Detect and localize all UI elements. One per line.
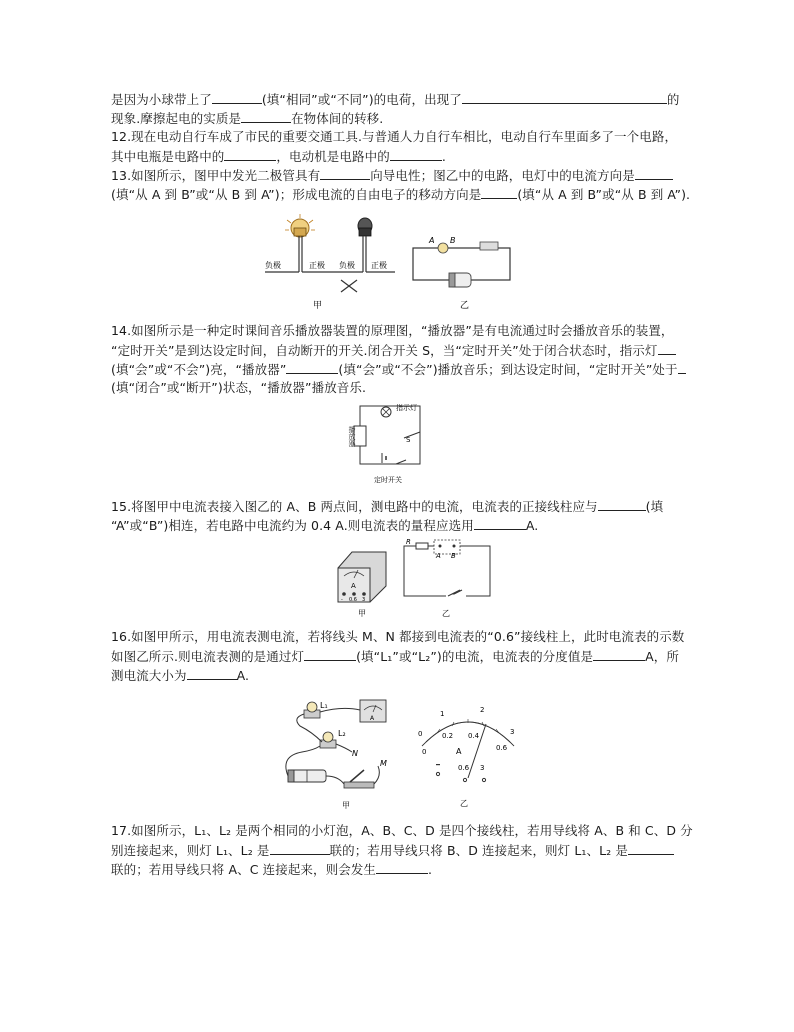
q17-line1: 17.如图所示，L₁、L₂ 是两个相同的小灯泡，A、B、C、D 是四个接线柱，若用导线将 A、B 和 C、D 分 [111,823,693,838]
answer-blank[interactable] [376,860,428,874]
meter-unit: A [370,715,375,722]
neg-label: 负极 [265,261,281,270]
terminal-label: 0.6 [458,764,470,772]
dial-label: 0 [418,730,423,738]
answer-blank[interactable] [320,166,370,180]
answer-blank[interactable] [241,109,291,123]
dial-label: 0 [422,748,427,756]
answer-blank[interactable] [286,360,338,374]
answer-blank[interactable] [212,90,262,104]
answer-blank[interactable] [635,166,673,180]
q14-line4: (填“闭合”或“断开”)状态，“播放器”播放音乐. [111,380,367,395]
point-b-label: B [451,552,456,560]
n-label: N [352,749,358,758]
answer-blank[interactable] [304,647,356,661]
answer-blank[interactable] [658,341,676,355]
lamp-label-a: A [429,236,435,245]
m-label: M [380,759,387,768]
answer-blank[interactable] [270,841,330,855]
dial-label: 0.2 [442,732,454,740]
caption-yi: 乙 [460,301,470,310]
q12-line1: 12.现在电动自行车成了市民的重要交通工具.与普通人力自行车相比，电动自行车里面多了一个电路， [111,129,678,144]
answer-blank[interactable] [598,497,646,511]
q14-line3: (填“会”或“不会”)亮，“播放器” (填“会”或“不会”)播放音乐；到达设定时间，“定时开关”处于 [111,360,686,379]
point-a-label: A [436,552,441,560]
dial-label: 0.4 [468,732,480,740]
terminal-label: 3 [480,764,485,772]
q11-line2: 现象.摩擦起电的实质是 在物体间的转移. [111,111,384,126]
circuit-yi [413,242,510,287]
q17-line2: 别连接起来，则灯 L₁、L₂ 是 联的；若用导线只将 B、D 连接起来，则灯 L₁、L₂ 是 [111,841,674,860]
q12-line2: 其中电瓶是电路中的 ，电动机是电路中的 . [111,149,446,164]
ammeter-icon [338,552,386,602]
q16-line3: 测电流大小为 A. [111,668,250,683]
q15-line2: “A”或“B”)相连，若电路中电流约为 0.4 A.则电流表的量程应选用 A. [111,518,539,533]
answer-blank[interactable] [593,647,645,661]
meter-unit: A [351,582,356,590]
timer-switch-icon [396,460,406,464]
resistor-label: R [406,538,411,546]
caption-jia: 甲 [358,609,366,618]
q14-line1: 14.如图所示是一种定时课间音乐播放器装置的原理图，“播放器”是有电流通过时会播放音乐的装置， [111,323,674,338]
terminal-label: 3 [362,597,366,603]
q13-line2: (填“从 A 到 B”或“从 B 到 A”)；形成电流的自由电子的移动方向是 (填“从 A 到 B”或“从 B 到 A”). [111,187,691,202]
pos-label: 正极 [371,261,387,270]
dial-label: 0.6 [496,744,508,752]
lamp-l2-icon [320,732,336,748]
dial-label: 1 [440,710,445,718]
q14-figure [340,398,450,486]
dial-unit: A [456,747,462,756]
switch-label: S [406,436,411,444]
player-label: 播放器 [348,426,356,447]
terminal-label: - [341,597,343,603]
led-off-icon [335,218,395,292]
answer-blank[interactable] [481,185,517,199]
l1-label: L₁ [320,701,328,710]
answer-blank[interactable] [474,516,526,530]
lamp-label-b: B [450,236,456,245]
answer-blank[interactable] [628,841,674,855]
answer-blank[interactable] [187,666,237,680]
caption-jia: 甲 [313,301,323,310]
lamp-label: 指示灯 [396,404,417,412]
q11-line1: 是因为小球带上了 (填“相同”或“不同”)的电荷，出现了 的 [111,92,680,107]
l2-label: L₂ [338,729,346,738]
circuit-q15-yi [404,540,490,596]
q15-figure [330,538,500,618]
answer-blank[interactable] [462,90,667,104]
q16-line2: 如图乙所示.则电流表测的是通过灯 (填“L₁”或“L₂”)的电流，电流表的分度值是 A，所 [111,649,679,664]
answer-blank[interactable] [678,360,686,374]
dial-label: 2 [480,706,485,714]
caption-yi: 乙 [460,799,468,808]
answer-blank[interactable] [390,147,442,161]
q15-line1: 15.将图甲中电流表接入图乙的 A、B 两点间，测电路中的电流，电流表的正接线柱应与 (填 [111,499,664,514]
q16-figure-jia [282,696,412,814]
q13-line1: 13.如图所示，图甲中发光二极管具有 向导电性；图乙中的电路，电灯中的电流方向是 [111,166,673,185]
pos-label: 正极 [309,261,325,270]
q17-line3: 联的；若用导线只将 A、C 连接起来，则会发生 . [111,862,433,877]
terminal-label: 0.6 [349,597,357,603]
neg-label: 负极 [339,261,355,270]
q16-dial [410,698,526,810]
caption-yi: 乙 [442,609,450,618]
q14-line2: “定时开关”是到达设定时间，自动断开的开关.闭合开关 S，当“定时开关”处于闭合状态时，指示灯 [111,341,676,360]
q16-line1: 16.如图甲所示，用电流表测电流，若将线头 M、N 都接到电流表的“0.6”接线柱上，此时电流表的示数 [111,629,685,644]
timer-label: 定时开关 [374,476,402,484]
answer-blank[interactable] [224,147,276,161]
lamp-l1-icon [304,702,320,718]
battery-icon [288,770,326,782]
dial-label: 3 [510,728,515,736]
lamp-icon [381,407,391,417]
caption-jia: 甲 [342,801,350,810]
q13-figure [255,210,525,310]
switch-icon [344,770,374,788]
